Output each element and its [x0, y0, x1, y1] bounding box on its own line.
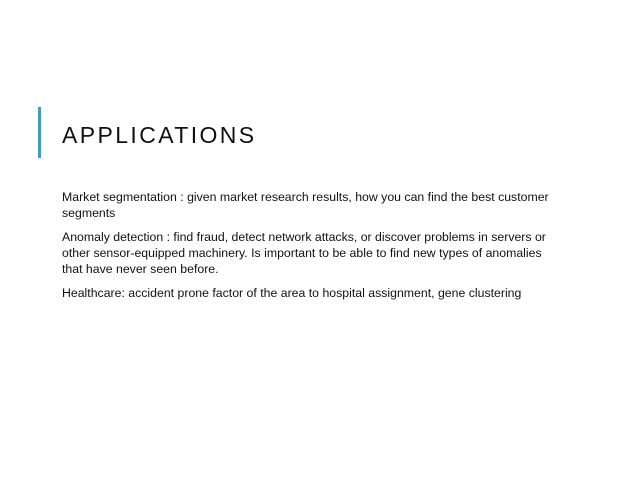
bullet-anomaly-detection: Anomaly detection : find fraud, detect network attacks, or discover problems in servers or other sensor-equipped machinery. Is important to be able to find new types of anomalies that have never seen before.: [62, 230, 546, 276]
title-accent-bar: [38, 107, 41, 158]
slide-content: [62, 189, 562, 309]
bullet-healthcare: Healthcare: accident prone factor of the area to hospital assignment, gene clustering: [62, 286, 522, 300]
slide-title: APPLICATIONS: [62, 122, 257, 148]
bullet-market-segmentation: Market segmentation : given market research results, how you can find the best customer segments: [62, 190, 549, 220]
